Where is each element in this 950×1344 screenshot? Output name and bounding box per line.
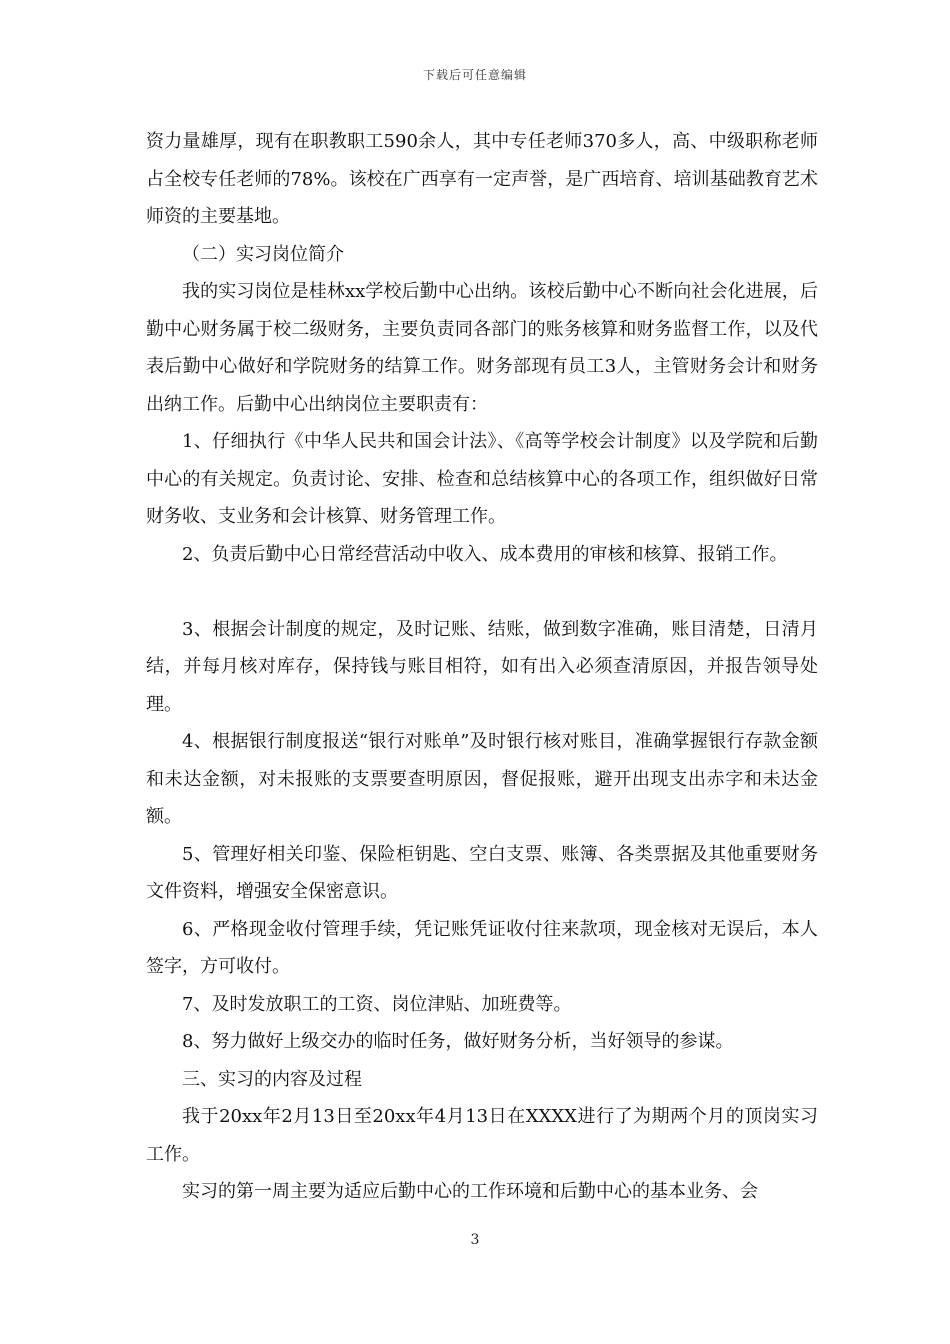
list-item-duty-7: 7、及时发放职工的工资、岗位津贴、加班费等。: [182, 993, 572, 1015]
list-item-duty-3: 3、根据会计制度的规定，及时记账、结账，做到数字准确，账目清楚，日清月结，并每月核对库存，保持钱与账目相符，如有出入必须查清原因，并报告领导处理。: [146, 618, 818, 715]
section-heading-internship-position: （二）实习岗位简介: [182, 243, 344, 265]
list-item-duty-2: 2、负责后勤中心日常经营活动中收入、成本费用的审核和核算、报销工作。: [182, 543, 788, 565]
paragraph-school-staff: 资力量雄厚，现有在职教职工590余人，其中专任老师370多人，高、中级职称老师占全校专任老师的78%。该校在广西享有一定声誉，是广西培育、培训基础教育艺术师资的主要基地。: [146, 131, 818, 227]
document-body: [146, 123, 818, 1211]
paragraph-spacer: [146, 573, 818, 611]
section-heading-internship-content: 三、实习的内容及过程: [182, 1068, 362, 1090]
paragraph-internship-period: 我于20xx年2月13日至20xx年4月13日在XXXX进行了为期两个月的顶岗实习工作。: [146, 1106, 818, 1165]
paragraph-position-intro: 我的实习岗位是桂林xx学校后勤中心出纳。该校后勤中心不断向社会化进展，后勤中心财务属于校二级财务，主要负责同各部门的账务核算和财务监督工作，以及代表后勤中心做好和学院财务的结算工作。财务部现有员工3人，主管财务会计和财务出纳工作。后勤中心出纳岗位主要职责有：: [146, 281, 818, 415]
page-number: 3: [470, 1232, 480, 1248]
paragraph-first-week: 实习的第一周主要为适应后勤中心的工作环境和后勤中心的基本业务、会: [182, 1181, 758, 1202]
list-item-duty-8: 8、努力做好上级交办的临时任务，做好财务分析，当好领导的参谋。: [182, 1031, 734, 1052]
list-item-duty-6: 6、严格现金收付管理手续，凭记账凭证收付往来款项，现金核对无误后，本人签字，方可收付。: [146, 918, 818, 977]
list-item-duty-5: 5、管理好相关印鉴、保险柜钥匙、空白支票、账簿、各类票据及其他重要财务文件资料，增强安全保密意识。: [146, 843, 818, 902]
page-header: 下载后可任意编辑: [422, 68, 527, 82]
list-item-duty-1: 1、仔细执行《中华人民共和国会计法》、《高等学校会计制度》以及学院和后勤中心的有关规定。负责讨论、安排、检查和总结核算中心的各项工作，组织做好日常财务收、支业务和会计核算、财务管理工作。: [146, 431, 818, 527]
list-item-duty-4: 4、根据银行制度报送“银行对账单”及时银行核对账目，准确掌握银行存款金额和未达金额，对未报账的支票要查明原因，督促报账，避开出现支出赤字和未达金额。: [146, 731, 818, 827]
